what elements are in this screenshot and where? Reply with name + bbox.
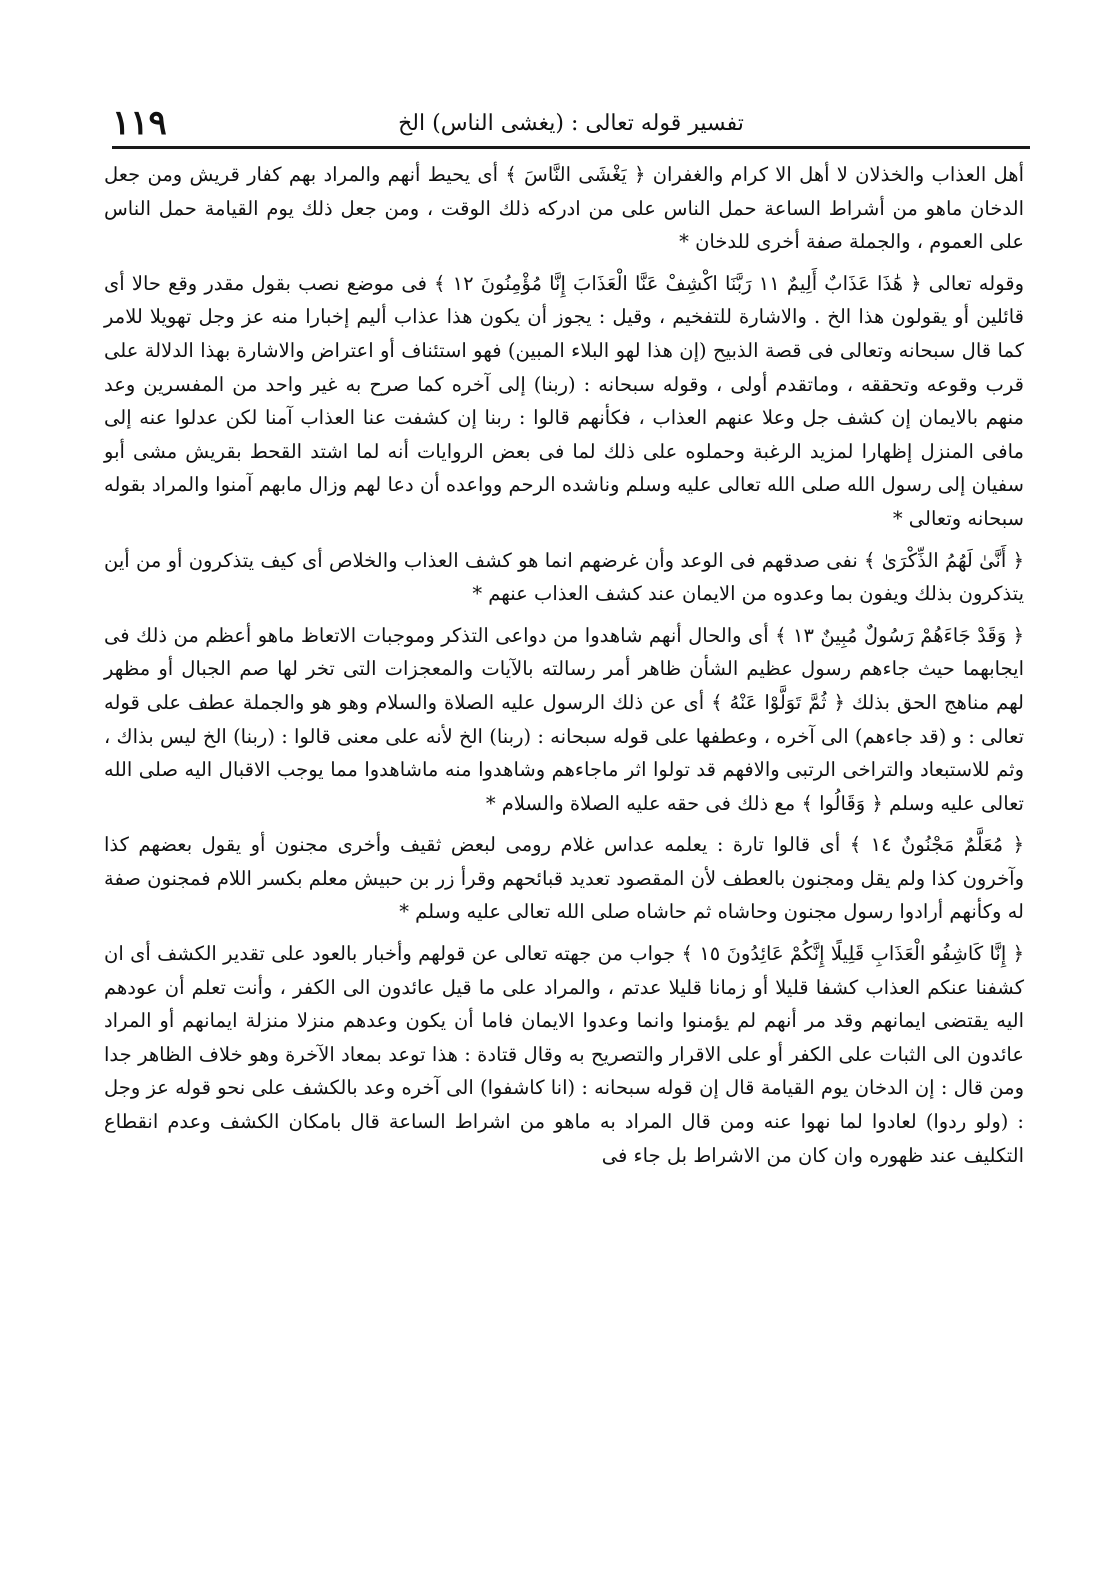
body-text: [104, 158, 1024, 1180]
page-header: [112, 100, 1030, 150]
paragraph-5: ﴿ مُعَلَّمٌ مَجْنُونٌ ١٤ ﴾ أى قالوا تارة : يعلمه عداس غلام رومى لبعض ثقيف وأخرى مجنون أو يقول بعضهم كذا وآخرون كذا ولم يقل ومجنون بالعطف لأن المقصود تعديد قبائحهم وقرأ زر بن حبيش معلم بكسر اللام فمجنون صفة له وكأنهم أرادوا رسول مجنون وحاشاه ثم حاشاه صلى الله تعالى عليه وسلم *: [104, 833, 1024, 924]
page-number: ١١٩: [112, 103, 167, 143]
running-title: تفسير قوله تعالى : (يغشى الناس) الخ: [398, 111, 744, 136]
paragraph-4: ﴿ وَقَدْ جَاءَهُمْ رَسُولٌ مُبِينٌ ١٣ ﴾ أى والحال أنهم شاهدوا من دواعى التذكر وموجبات الاتعاظ ماهو أعظم من ذلك فى ايجابهما حيث جاءهم رسول عظيم الشأن ظاهر أمر رسالته بالآيات والمعجزات التى تخر لها صم الجبال أو مظهر لهم مناهج الحق بذلك ﴿ ثُمَّ تَوَلَّوْا عَنْهُ ﴾ أى عن ذلك الرسول عليه الصلاة والسلام وهو هو والجملة عطف على قوله تعالى : و (قد جاءهم) الى آخره ، وعطفها على قوله سبحانه : (ربنا) الخ لأنه على معنى قالوا : (ربنا) الخ ليس بذاك ، وثم للاستبعاد والتراخى الرتبى والافهم قد تولوا اثر ماجاءهم وشاهدوا منه ماشاهدوا مما يوجب الاقبال اليه صلى الله تعالى عليه وسلم ﴿ وَقَالُوا ﴾ مع ذلك فى حقه عليه الصلاة والسلام *: [104, 623, 1024, 815]
paragraph-2: وقوله تعالى ﴿ هَٰذَا عَذَابٌ أَلِيمٌ ١١ رَبَّنَا اكْشِفْ عَنَّا الْعَذَابَ إِنَّا مُؤْمِنُونَ ١٢ ﴾ فى موضع نصب بقول مقدر وقع حالا أى قائلين أو يقولون هذا الخ . والاشارة للتفخيم ، وقيل : يجوز أن يكون هذا عذاب أليم إخبارا منه عز وجل تهويلا للامر كما قال سبحانه وتعالى فى قصة الذبيح (إن هذا لهو البلاء المبين) فهو استئناف أو اعتراض والاشارة بهذا الدلالة على قرب وقوعه وتحققه ، وماتقدم أولى ، وقوله سبحانه : (ربنا) إلى آخره كما صرح به غير واحد من المفسرين وعد منهم بالايمان إن كشف جل وعلا عنهم العذاب ، فكأنهم قالوا : ربنا إن كشفت عنا العذاب آمنا لكن عدلوا عنه إلى مافى المنزل إظهارا لمزيد الرغبة وحملوه على ذلك لما فى بعض الروايات أنه لما اشتد القحط بقريش مشى أبو سفيان إلى رسول الله صلى الله تعالى عليه وسلم وناشده الرحم وواعده أن دعا لهم وزال مابهم آمنوا والمراد بقوله سبحانه وتعالى *: [104, 271, 1025, 530]
paragraph-1: أهل العذاب والخذلان لا أهل الا كرام والغفران ﴿ يَغْشَى النَّاسَ ﴾ أى يحيط أنهم والمراد بهم كفار قريش ومن جعل الدخان ماهو من أشراط الساعة حمل الناس على من ادركه ذلك الوقت ، ومن جعل ذلك يوم القيامة حمل الناس على العموم ، والجملة صفة أخرى للدخان *: [104, 163, 1024, 254]
paragraph-3: ﴿ أَنَّىٰ لَهُمُ الذِّكْرَىٰ ﴾ نفى صدقهم فى الوعد وأن غرضهم انما هو كشف العذاب والخلاص أى كيف يتذكرون أو من أين يتذكرون بذلك ويفون بما وعدوه من الايمان عند كشف العذاب عنهم *: [104, 548, 1024, 606]
paragraph-6: ﴿ إِنَّا كَاشِفُو الْعَذَابِ قَلِيلًا إِنَّكُمْ عَائِدُونَ ١٥ ﴾ جواب من جهته تعالى عن قولهم وأخبار بالعود على تقدير الكشف أى ان كشفنا عنكم العذاب كشفا قليلا أو زمانا قليلا عدتم ، والمراد على ما قيل عائدون الى الكفر ، وأنت تعلم أن عودهم اليه يقتضى ايمانهم وقد مر أنهم لم يؤمنوا وانما وعدوا الايمان فاما أن يكون وعدهم منزلا منزلة ايمانهم أو المراد عائدون الى الثبات على الكفر أو على الاقرار والتصريح به وقال قتادة : هذا توعد بمعاد الآخرة وهو خلاف الظاهر جدا ومن قال : إن الدخان يوم القيامة قال إن قوله سبحانه : (انا كاشفوا) الى آخره وعد بالكشف على نحو قوله عز وجل : (ولو ردوا) لعادوا لما نهوا عنه ومن قال المراد به ماهو من اشراط الساعة قال بامكان الكشف وعدم انقطاع التكليف عند ظهوره وان كان من الاشراط بل جاء فى: [104, 942, 1025, 1167]
header-rule: [112, 146, 1030, 149]
